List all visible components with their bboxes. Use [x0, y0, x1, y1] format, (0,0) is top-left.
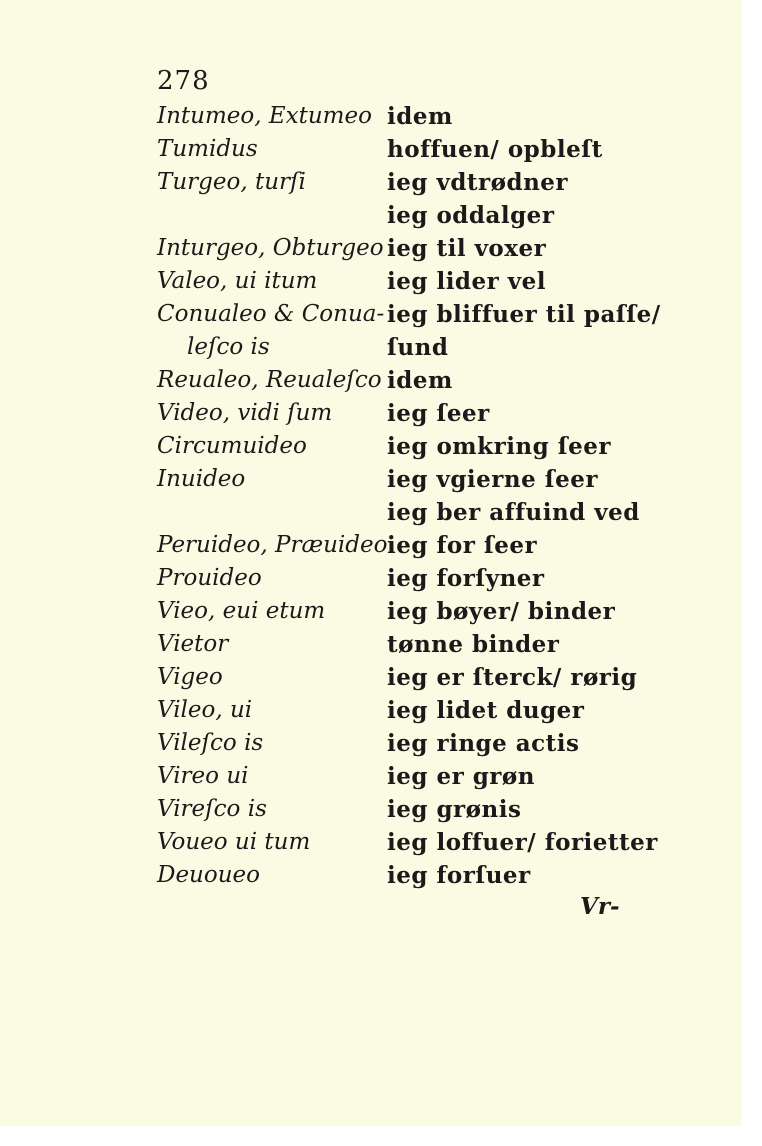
danish-translation: ieg forſyner	[387, 565, 545, 592]
entry-row	[157, 166, 677, 199]
latin-term: Peruideo, Præuideo	[157, 532, 388, 558]
danish-translation: ieg vdtrødner	[387, 169, 569, 196]
latin-term: Conualeo & Conua-	[157, 301, 385, 327]
entry-row	[157, 628, 677, 661]
entry-row	[157, 463, 677, 496]
entry-row	[157, 793, 677, 826]
danish-translation: ieg omkring ſeer	[387, 433, 612, 460]
scan-margin-bottom	[0, 1126, 742, 1146]
latin-term: Vireo ui	[157, 763, 249, 789]
danish-translation: ſund	[387, 334, 449, 361]
danish-translation: ieg vgierne ſeer	[387, 466, 599, 493]
danish-translation: ieg lidet duger	[387, 697, 585, 724]
entry-row	[157, 760, 677, 793]
entry-row	[157, 529, 677, 562]
entry-row	[157, 265, 677, 298]
entry-row	[157, 826, 677, 859]
latin-term: Vietor	[157, 631, 229, 657]
latin-term: Vieo, eui etum	[157, 598, 326, 624]
danish-translation: ieg for ſeer	[387, 532, 538, 559]
danish-translation: ieg oddalger	[387, 202, 555, 229]
danish-translation: idem	[387, 367, 453, 394]
entry-row	[157, 298, 677, 331]
entry-row	[157, 199, 677, 232]
danish-translation: ieg bøyer/ binder	[387, 598, 616, 625]
danish-translation: hoffuen/ opbleſt	[387, 136, 603, 163]
danish-translation: ieg bliffuer til paſſe/	[387, 301, 661, 328]
latin-term: Vileo, ui	[157, 697, 253, 723]
latin-term: Intumeo, Extumeo	[157, 103, 372, 129]
danish-translation: ieg er ſterck/ rørig	[387, 664, 638, 691]
danish-translation: idem	[387, 103, 453, 130]
latin-term: Video, vidi ſum	[157, 400, 333, 426]
latin-term: Reualeo, Reualeſco	[157, 367, 382, 393]
danish-translation: ieg grønis	[387, 796, 522, 823]
dictionary-entries	[157, 100, 677, 892]
entry-row	[157, 595, 677, 628]
latin-term: Prouideo	[157, 565, 262, 591]
entry-row	[157, 859, 677, 892]
catchword: Vr-	[580, 893, 620, 920]
entry-row	[157, 562, 677, 595]
scan-margin-right	[742, 0, 762, 1146]
danish-translation: ieg loffuer/ forietter	[387, 829, 658, 856]
danish-translation: tønne binder	[387, 631, 560, 658]
danish-translation: ieg er grøn	[387, 763, 535, 790]
latin-term: Circumuideo	[157, 433, 307, 459]
latin-term: Vigeo	[157, 664, 223, 690]
latin-term: Deuoueo	[157, 862, 260, 888]
entry-row	[157, 364, 677, 397]
danish-translation: ieg til voxer	[387, 235, 547, 262]
latin-term: leſco is	[187, 334, 270, 360]
page-number: 278	[157, 66, 210, 96]
entry-row	[157, 397, 677, 430]
entry-row	[157, 331, 677, 364]
latin-term: Vileſco is	[157, 730, 264, 756]
entry-row	[157, 430, 677, 463]
latin-term: Inuideo	[157, 466, 246, 492]
entry-row	[157, 133, 677, 166]
latin-term: Tumidus	[157, 136, 258, 162]
danish-translation: ieg ringe actis	[387, 730, 580, 757]
latin-term: Vireſco is	[157, 796, 267, 822]
latin-term: Inturgeo, Obturgeo	[157, 235, 384, 261]
entry-row	[157, 727, 677, 760]
latin-term: Voueo ui tum	[157, 829, 311, 855]
latin-term: Valeo, ui itum	[157, 268, 318, 294]
entry-row	[157, 661, 677, 694]
danish-translation: ieg ſeer	[387, 400, 490, 427]
latin-term: Turgeo, turſi	[157, 169, 306, 195]
entry-row	[157, 694, 677, 727]
danish-translation: ieg forſuer	[387, 862, 531, 889]
entry-row	[157, 100, 677, 133]
entry-row	[157, 232, 677, 265]
danish-translation: ieg ber affuind ved	[387, 499, 640, 526]
entry-row	[157, 496, 677, 529]
danish-translation: ieg lider vel	[387, 268, 547, 295]
